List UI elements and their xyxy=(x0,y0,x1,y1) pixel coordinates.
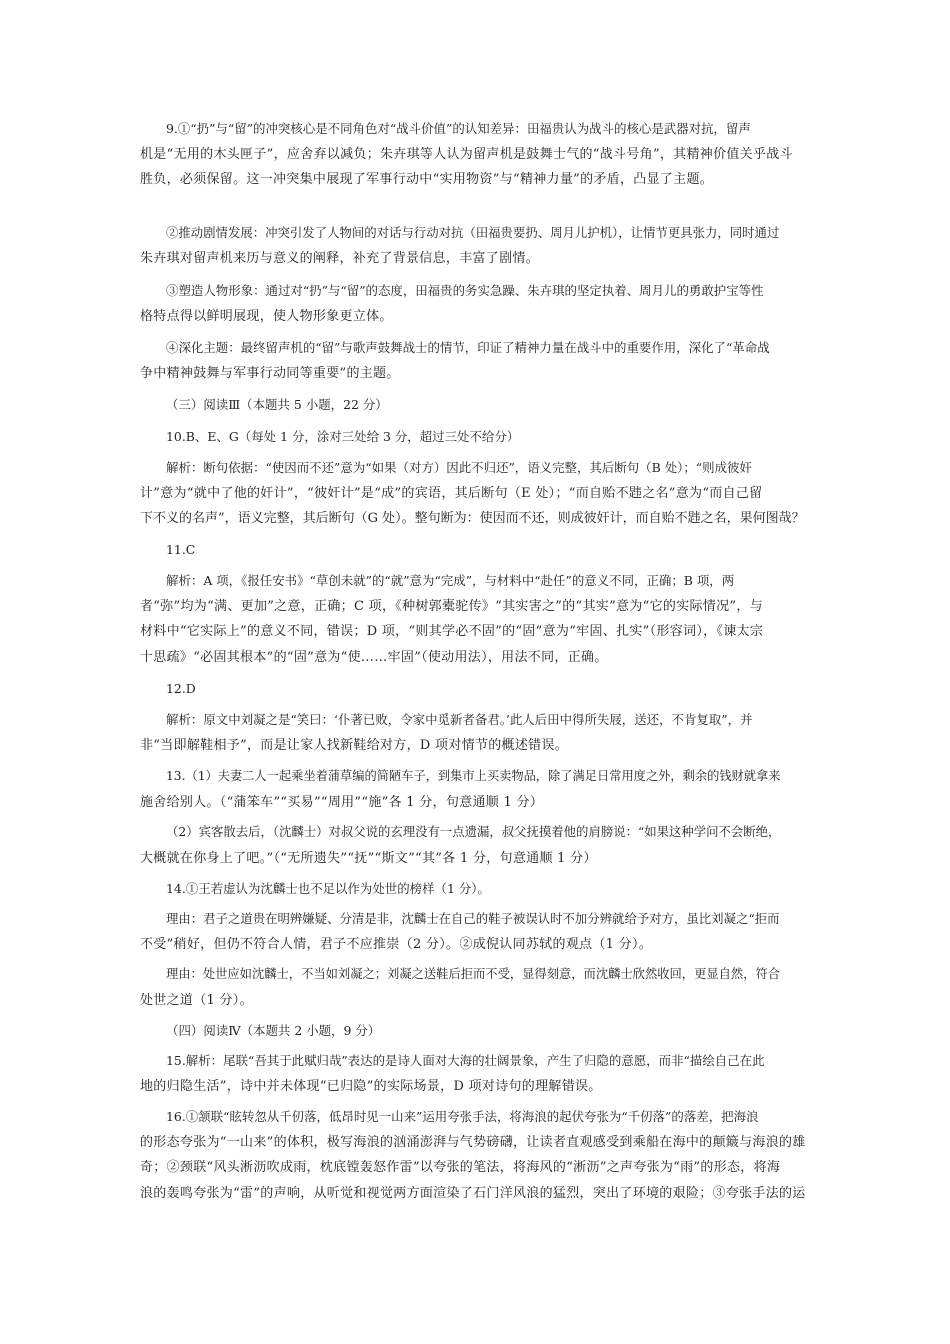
text-line: 浪的轰鸣夸张为“雷”的声响，从听觉和视觉两方面渲染了石门洋风浪的猛烈，突出了环境的艰险；③夸张手法的运 xyxy=(140,1185,806,1201)
text-line: 解析：断句依据：“使因而不还”意为“如果（对方）因此不归还”，语义完整，其后断句（B 处）；“则成彼奸 xyxy=(166,460,752,475)
answer-9-part-4 xyxy=(140,335,808,386)
text-line: 10.B、E、G（每处 1 分，涂对三处给 3 分，超过三处不给分） xyxy=(166,429,520,444)
section-heading-reading-4 xyxy=(140,1018,808,1044)
answer-12 xyxy=(140,676,808,702)
answer-11 xyxy=(140,537,808,563)
text-line: 解析：A 项，《报任安书》“草创未就”的“就”意为“完成”，与材料中“赴任”的意义不同，正确；B 项，两 xyxy=(166,573,735,588)
answer-9-part-1 xyxy=(140,116,808,193)
text-line: （三）阅读Ⅲ（本题共 5 小题，22 分） xyxy=(166,397,388,412)
answer-9-part-3 xyxy=(140,278,808,329)
text-line: ②推动剧情发展：冲突引发了人物间的对话与行动对抗（田福贵要扔、周月儿护机），让情节更具张力，同时通过 xyxy=(166,225,780,240)
text-line: 胜负，必须保留。这一冲突集中展现了军事行动中“实用物资”与“精神力量”的矛盾，凸显了主题。 xyxy=(140,172,714,187)
answer-9-part-2 xyxy=(140,220,808,271)
answer-13-part-2 xyxy=(140,820,808,871)
text-line: 理由：处世应如沈麟士，不当如刘凝之；刘凝之送鞋后拒而不受，显得刻意，而沈麟士欣然收回，更显自然，符合 xyxy=(166,967,781,981)
answer-14-reason-1 xyxy=(140,906,808,957)
text-line: 计”意为“就中了他的奸计”，“彼奸计”是“成”的宾语，其后断句（E 处）；“而自贻不韪之名”意为“而自己留 xyxy=(140,485,763,501)
text-line: 朱卉琪对留声机来历与意义的阐释，补充了背景信息，丰富了剧情。 xyxy=(140,250,540,266)
text-line: 处世之道（1 分）。 xyxy=(140,992,253,1008)
text-line: 施舍给别人。（“蒲笨车”“买易”“周用”“施”各 1 分，句意通顺 1 分） xyxy=(140,794,544,810)
text-line: 解析：原文中刘凝之是“笑曰：‘仆著已败，令家中觅新者备君。’此人后田中得所失屐，送还，不肯复取”，并 xyxy=(166,712,753,727)
text-line: 的形态夸张为“一山来”的体积，极写海浪的汹涌澎湃与气势磅礴，让读者直观感受到乘船在海中的颠簸与海浪的雄 xyxy=(140,1134,806,1150)
answer-14-reason-2 xyxy=(140,962,808,1013)
text-line: 不受”稍好，但仍不符合人情，君子不应推崇（2 分）。②成倪认同苏轼的观点（1 分）。 xyxy=(140,936,653,952)
text-line: 下不义的名声”，语义完整，其后断句（G 处）。整句断为：使因而不还，则成彼奸计，而自贻不韪之名，果何图哉？ xyxy=(140,511,805,526)
text-line: 理由：君子之道贵在明辨嫌疑、分清是非，沈麟士在自己的鞋子被误认时不加分辨就给予对方，虽比刘凝之“拒而 xyxy=(166,911,780,926)
text-line: ④深化主题：最终留声机的“留”与歌声鼓舞战士的情节，印证了精神力量在战斗中的重要作用，深化了“革命战 xyxy=(166,340,770,355)
text-line: 十思疏》“必固其根本”的“固”意为“使……牢固”（使动用法），用法不同，正确。 xyxy=(140,649,608,665)
text-line: 9.①“扔”与“留”的冲突核心是不同角色对“战斗价值”的认知差异：田福贵认为战斗的核心是武器对抗，留声 xyxy=(166,121,751,136)
text-line: 11.C xyxy=(166,542,196,557)
text-line: 奇；②颈联“风头淅沥吹成雨，枕底镗轰怒作雷”以夸张的笔法，将海风的“淅沥”之声夸张为“雨”的形态，将海 xyxy=(140,1160,781,1175)
text-line: 争中精神鼓舞与军事行动同等重要”的主题。 xyxy=(140,365,400,381)
text-line: 非“当即解鞋相予”，而是让家人找新鞋给对方，D 项对情节的概述错误。 xyxy=(140,737,569,753)
answer-12-analysis xyxy=(140,707,808,758)
answer-11-analysis xyxy=(140,568,808,670)
answer-10 xyxy=(140,424,808,450)
answer-13-part-1 xyxy=(140,764,808,815)
text-line: 13.（1）夫妻二人一起乘坐着蒲草编的简陋车子，到集市上买卖物品，除了满足日常用度之外，剩余的钱财就拿来 xyxy=(166,769,781,783)
answer-14 xyxy=(140,876,808,902)
text-line: 16.①颔联“眩转忽从千仞落，低昂时见一山来”运用夸张手法，将海浪的起伏夸张为“千仞落”的落差，把海浪 xyxy=(166,1109,759,1124)
text-line: 机是“无用的木头匣子”，应舍弃以减负；朱卉琪等人认为留声机是鼓舞士气的“战斗号角”，其精神价值关乎战斗 xyxy=(140,146,793,162)
answer-16 xyxy=(140,1104,808,1206)
text-line: 材料中“它实际上”的意义不同，错误；D 项，“则其学必不固”的“固”意为“牢固、扎实”（形容词），《谏太宗 xyxy=(140,624,764,639)
answer-15 xyxy=(140,1048,808,1099)
text-line: 大概就在你身上了吧。”（“无所遗失”“抚”“斯文”“其”各 1 分，句意通顺 1 分） xyxy=(140,850,597,866)
text-line: 格特点得以鲜明展现，使人物形象更立体。 xyxy=(140,308,393,324)
text-line: 14.①王若虚认为沈麟士也不足以作为处世的榜样（1 分）。 xyxy=(166,881,490,896)
section-heading-reading-3 xyxy=(140,392,808,418)
text-line: 12.D xyxy=(166,681,196,696)
answer-10-analysis xyxy=(140,455,808,532)
text-line: 地的归隐生活”，诗中并未体现“已归隐”的实际场景，D 项对诗句的理解错误。 xyxy=(140,1078,602,1094)
text-line: 者“弥”均为“满、更加”之意，正确；C 项，《种树郭橐驼传》“其实害之”的“其实”意为“它的实际情况”，与 xyxy=(140,598,763,614)
text-line: ③塑造人物形象：通过对“扔”与“留”的态度，田福贵的务实急躁、朱卉琪的坚定执着、周月儿的勇敢护宝等性 xyxy=(166,283,764,298)
text-line: （四）阅读Ⅳ（本题共 2 小题，9 分） xyxy=(166,1023,381,1038)
text-line: 15.解析：尾联“吾其于此赋归哉”表达的是诗人面对大海的壮阔景象，产生了归隐的意愿，而非“描绘自己在此 xyxy=(166,1053,765,1068)
text-line: （2）宾客散去后，（沈麟士）对叔父说的玄理没有一点遗漏，叔父抚摸着他的肩膀说：“如果这种学问不会断绝， xyxy=(166,825,781,839)
